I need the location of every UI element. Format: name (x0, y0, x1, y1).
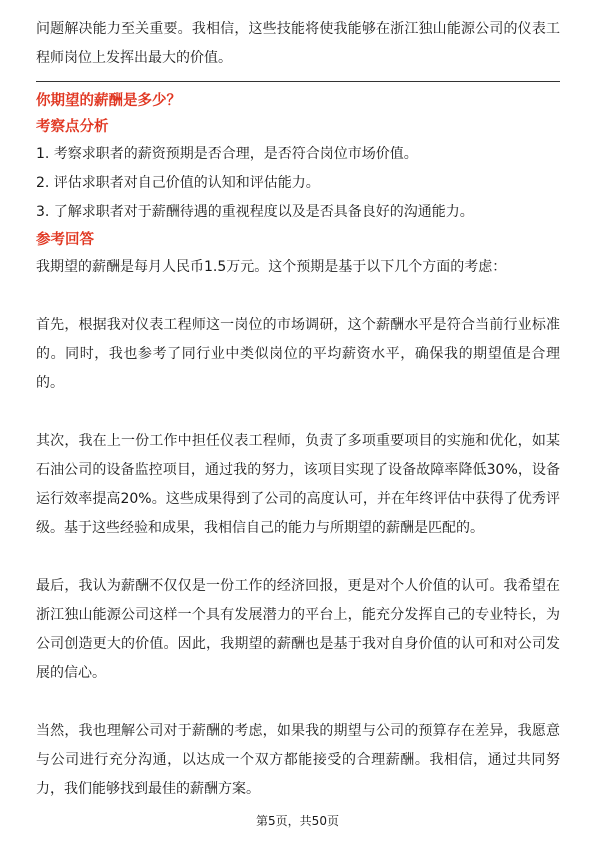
analysis-point: 1. 考察求职者的薪资预期是否合理，是否符合岗位市场价值。 (36, 146, 418, 162)
answer-paragraph: 当然，我也理解公司对于薪酬的考虑，如果我的期望与公司的预算存在差异，我愿意与公司进行充分沟通，以达成一个双方都能接受的合理薪酬。我相信，通过共同努力，我们能够找到最佳的薪酬方案。 (36, 723, 560, 797)
answer-paragraph: 我期望的薪酬是每月人民币1.5万元。这个预期是基于以下几个方面的考虑： (36, 259, 507, 275)
answer-paragraph: 其次，我在上一份工作中担任仪表工程师，负责了多项重要项目的实施和优化，如某石油公司的设备监控项目，通过我的努力，该项目实现了设备故障率降低30%，设备运行效率提高20%。这些成果得到了公司的高度认可，并在年终评估中获得了优秀评级。基于这些经验和成果，我相信自己的能力与所期望的薪酬是匹配的。 (36, 433, 560, 536)
answer-paragraph: 首先，根据我对仪表工程师这一岗位的市场调研，这个薪酬水平是符合当前行业标准的。同时，我也参考了同行业中类似岗位的平均薪资水平，确保我的期望值是合理的。 (36, 317, 560, 391)
paragraph-gap (36, 688, 560, 717)
page-number-footer: 第5页，共50页 (256, 814, 339, 828)
paragraph-gap (36, 398, 560, 427)
intro-paragraph: 问题解决能力至关重要。我相信，这些技能将使我能够在浙江独山能源公司的仪表工程师岗位上发挥出最大的价值。 (36, 21, 560, 66)
analysis-point: 3. 了解求职者对于薪酬待遇的重视程度以及是否具备良好的沟通能力。 (36, 204, 474, 220)
paragraph-gap (36, 282, 560, 311)
answer-paragraph: 最后，我认为薪酬不仅仅是一份工作的经济回报，更是对个人价值的认可。我希望在浙江独山能源公司这样一个具有发展潜力的平台上，能充分发挥自己的专业特长，为公司创造更大的价值。因此，我期望的薪酬也是基于我对自身价值的认可和对公司发展的信心。 (36, 578, 560, 681)
question-title: 你期望的薪酬是多少？ (36, 93, 181, 109)
analysis-point: 2. 评估求职者对自己价值的认知和评估能力。 (36, 175, 320, 191)
document-page (36, 15, 560, 804)
answer-heading: 参考回答 (36, 232, 94, 248)
paragraph-gap (36, 543, 560, 572)
analysis-points (36, 140, 560, 227)
analysis-heading: 考察点分析 (36, 119, 109, 135)
section-divider (36, 81, 560, 82)
